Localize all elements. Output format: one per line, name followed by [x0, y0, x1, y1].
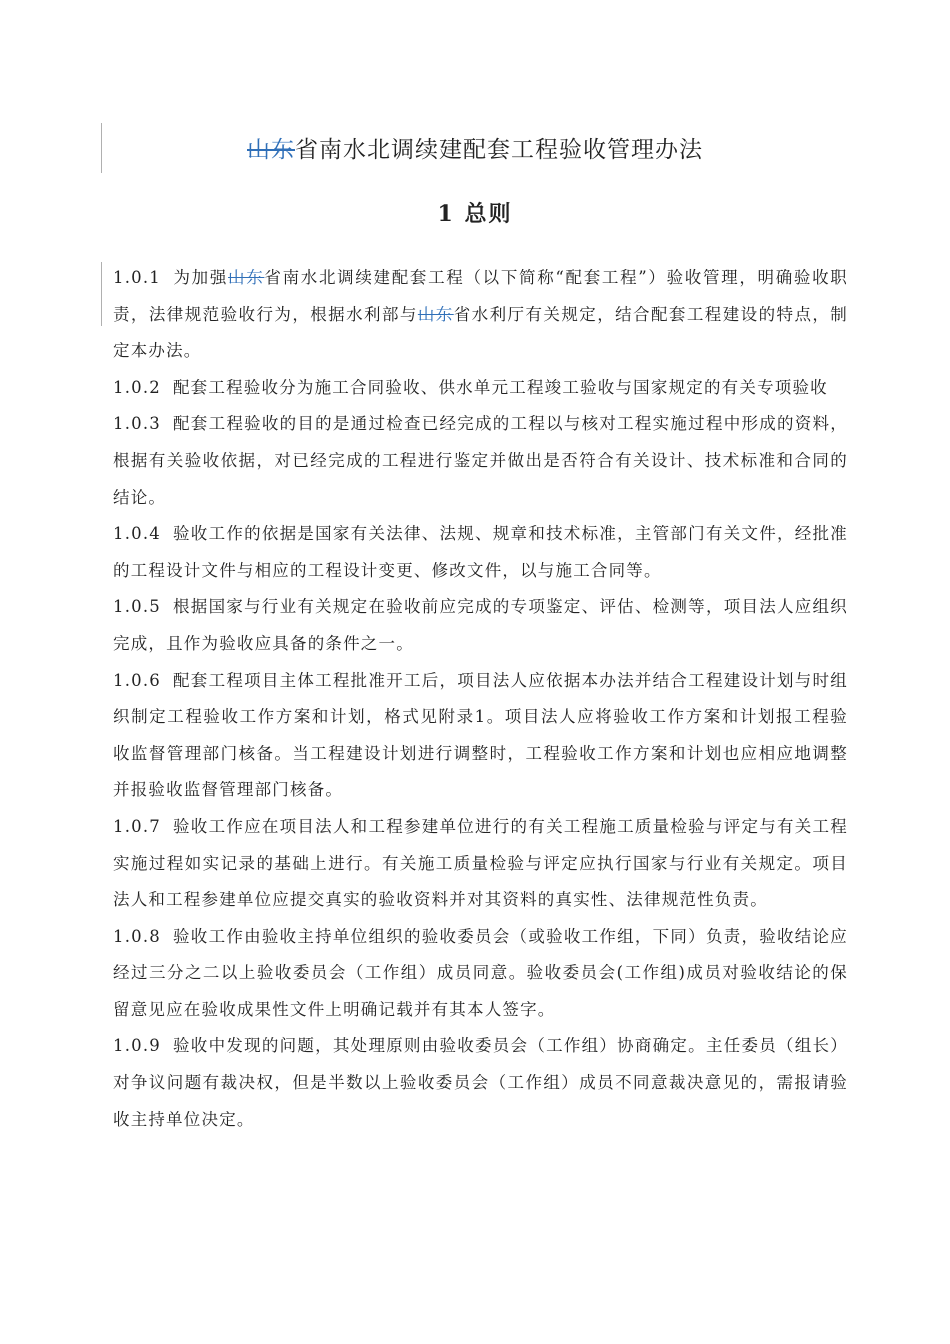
clause-text: 省水利厅有关规定，结合配套工程建设的特点，制定本办法。: [113, 304, 849, 361]
deleted-text: 山东: [417, 304, 454, 324]
clause-paragraph: [113, 1028, 848, 1138]
clause-paragraph: [113, 260, 848, 370]
clause-number: 1.0.2: [113, 377, 161, 397]
clause-text: 为加强: [172, 268, 229, 287]
clause-text: 验收工作应在项目法人和工程参建单位进行的有关工程施工质量检验与评定与有关工程实施过程如实记录的基础上进行。有关施工质量检验与评定应执行国家与行业有关规定。项目法人和工程参建单位应提交真实的验收资料并对其资料的真实性、法律规范性负责。: [113, 816, 848, 910]
clause-number: 1.0.4: [113, 524, 161, 544]
clause-text: 验收中发现的问题，其处理原则由验收委员会（工作组）协商确定。主任委员（组长）对争议问题有裁决权，但是半数以上验收委员会（工作组）成员不同意裁决意见的，需报请验收主持单位决定。: [113, 1036, 848, 1129]
clause-paragraph: [113, 516, 848, 589]
clause-number: 1.0.8: [113, 926, 161, 946]
clause-number: 1.0.9: [113, 1036, 161, 1056]
clause-text: 根据国家与行业有关规定在验收前应完成的专项鉴定、评估、检测等，项目法人应组织完成，且作为验收应具备的条件之一。: [113, 597, 848, 653]
clause-number: 1.0.3: [113, 414, 161, 434]
clause-paragraph: [113, 809, 848, 919]
revision-bar-paragraph: [101, 262, 102, 326]
clause-text: 配套工程项目主体工程批准开工后，项目法人应依据本办法并结合工程建设计划与时组织制定工程验收工作方案和计划，格式见附录1。项目法人应将验收工作方案和计划报工程验收监督管理部门核备。当工程建设计划进行调整时，工程验收工作方案和计划也应相应地调整并报验收监督管理部门核备。: [113, 670, 848, 800]
clause-number: 1.0.6: [113, 670, 161, 690]
clause-text: 配套工程验收分为施工合同验收、供水单元工程竣工验收与国家规定的有关专项验收: [172, 377, 828, 397]
clause-number: 1.0.1: [113, 268, 161, 287]
deleted-text: 山东: [228, 268, 265, 287]
title-text: 省南水北调续建配套工程验收管理办法: [295, 137, 703, 163]
clause-text: 配套工程验收的目的是通过检查已经完成的工程以与核对工程实施过程中形成的资料，根据有关验收依据，对已经完成的工程进行鉴定并做出是否符合有关设计、技术标准和合同的结论。: [113, 414, 848, 507]
clause-paragraph: [113, 370, 848, 407]
clause-paragraph: [113, 663, 848, 809]
section-heading: 1 总则: [437, 201, 513, 227]
clause-text: 验收工作由验收主持单位组织的验收委员会（或验收工作组，下同）负责，验收结论应经过三分之二以上验收委员会（工作组）成员同意。验收委员会(工作组)成员对验收结论的保留意见应在验收成果性文件上明确记载并有其本人签字。: [113, 926, 848, 1019]
document-body: [113, 260, 848, 1138]
clause-number: 1.0.7: [113, 816, 161, 836]
clause-paragraph: [113, 589, 848, 662]
clause-text: 省南水北调续建配套工程（以下简称“配套工程”）验收管理，明确验收职责，法律规范验收行为，根据水利部与: [113, 268, 848, 324]
deleted-text: 山东: [247, 137, 295, 163]
document-title: [0, 134, 950, 166]
clause-text: 验收工作的依据是国家有关法律、法规、规章和技术标准，主管部门有关文件，经批准的工程设计文件与相应的工程设计变更、修改文件，以与施工合同等。: [113, 524, 848, 580]
clause-paragraph: [113, 406, 848, 516]
clause-number: 1.0.5: [113, 597, 161, 617]
clause-paragraph: [113, 919, 848, 1029]
